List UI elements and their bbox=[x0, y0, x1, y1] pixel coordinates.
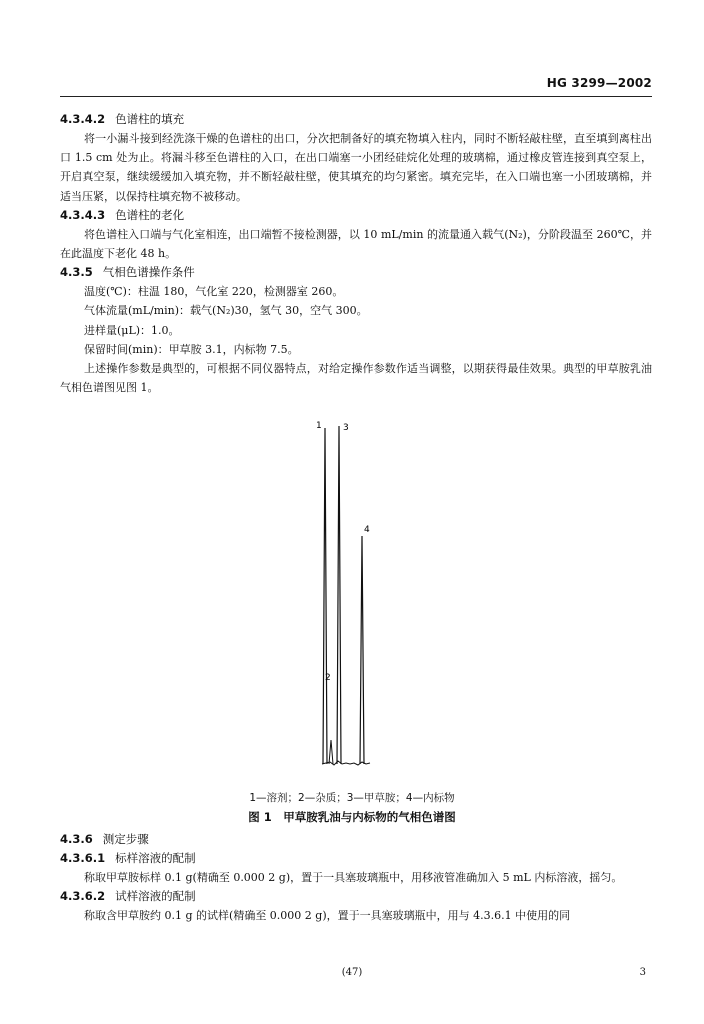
standard-number: HG 3299—2002 bbox=[546, 76, 652, 90]
peak-3-alachlor bbox=[337, 426, 341, 764]
peak-label-1: 1 bbox=[316, 421, 322, 431]
heading-number: 4.3.5 bbox=[60, 265, 93, 280]
peak-label-2: 2 bbox=[325, 673, 331, 683]
condition-gas-flow: 气体流量(mL/min)：载气(N₂)30，氢气 30，空气 300。 bbox=[84, 304, 368, 318]
figure-caption: 图 1 甲草胺乳油与内标物的气相色谱图 bbox=[248, 810, 456, 824]
peak-label-4: 4 bbox=[364, 525, 370, 535]
condition-retention-time: 保留时间(min)：甲草胺 3.1，内标物 7.5。 bbox=[84, 342, 299, 356]
footer-page-sequence: (47) bbox=[341, 967, 363, 978]
paragraph-sample-solution: 称取含甲草胺约 0.1 g 的试样(精确至 0.000 2 g)，置于一具塞玻璃瓶中，用与 4.3.6.1 中使用的同 bbox=[84, 909, 571, 923]
heading-number: 4.3.6 bbox=[60, 832, 93, 846]
heading-title: 气相色谱操作条件 bbox=[102, 265, 195, 280]
condition-injection-volume: 进样量(μL)：1.0。 bbox=[84, 323, 180, 337]
heading-4-3-6 bbox=[60, 830, 652, 849]
chromatogram-figure bbox=[300, 418, 410, 778]
heading-number: 4.3.6.1 bbox=[60, 851, 106, 865]
condition-temperature: 温度(℃)：柱温 180，气化室 220，检测器室 260。 bbox=[84, 285, 344, 299]
heading-title: 测定步骤 bbox=[102, 832, 149, 846]
paragraph-column-filling: 将一小漏斗接到经洗涤干燥的色谱柱的出口，分次把制备好的填充物填入柱内，同时不断轻敲柱壁，直至填到离柱出口 1.5 cm 处为止。将漏斗移至色谱柱的入口，在出口端塞一小团经硅烷化处理的玻璃棉，通过橡皮管连接到真空泵上，开启真空泵，继续缓缓加入填充物，并不断轻敲柱壁，使其填充的均匀紧密。填充完毕，在入口端也塞一小团玻璃棉，并适当压紧，以保持柱填充物不被移动。 bbox=[60, 132, 652, 203]
heading-4-3-4-3 bbox=[60, 206, 652, 225]
heading-title: 色谱柱的填充 bbox=[115, 112, 185, 126]
paragraph-column-aging: 将色谱柱入口端与气化室相连，出口端暂不接检测器，以 10 mL/min 的流量通入载气(N₂)，分阶段温至 260℃，并在此温度下老化 48 h。 bbox=[60, 227, 652, 261]
header-rule bbox=[60, 96, 652, 97]
heading-title: 试样溶液的配制 bbox=[115, 889, 196, 904]
footer-page-number: 3 bbox=[639, 967, 646, 978]
peak-1-solvent bbox=[323, 428, 327, 764]
paragraph-standard-solution: 称取甲草胺标样 0.1 g(精确至 0.000 2 g)，置于一具塞玻璃瓶中，用移液管准确加入 5 mL 内标溶液，摇匀。 bbox=[84, 871, 623, 884]
heading-title: 色谱柱的老化 bbox=[115, 207, 185, 222]
heading-number: 4.3.6.2 bbox=[60, 889, 106, 904]
peak-4-internal-standard bbox=[360, 536, 364, 764]
heading-number: 4.3.4.2 bbox=[60, 112, 106, 126]
heading-4-3-6-2 bbox=[60, 887, 652, 906]
figure-legend: 1—溶剂；2—杂质；3—甲草胺；4—内标物 bbox=[249, 792, 455, 804]
heading-4-3-4-2 bbox=[60, 110, 652, 129]
peak-2-impurity bbox=[329, 740, 333, 764]
peak-label-3: 3 bbox=[343, 423, 349, 433]
heading-number: 4.3.4.3 bbox=[60, 207, 106, 222]
heading-4-3-5 bbox=[60, 263, 652, 282]
body-bottom bbox=[60, 830, 652, 925]
heading-title: 标样溶液的配制 bbox=[115, 851, 196, 865]
body-top bbox=[60, 110, 652, 397]
paragraph-operating-note: 上述操作参数是典型的，可根据不同仪器特点，对给定操作参数作适当调整，以期获得最佳效果。典型的甲草胺乳油气相色谱图见图 1。 bbox=[60, 362, 652, 395]
heading-4-3-6-1 bbox=[60, 849, 652, 868]
